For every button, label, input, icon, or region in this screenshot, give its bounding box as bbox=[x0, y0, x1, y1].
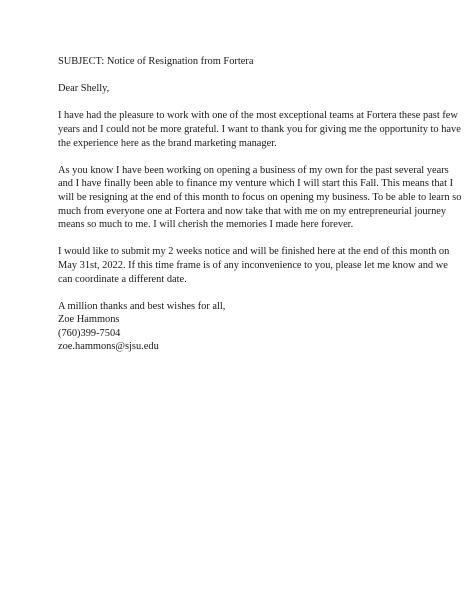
paragraph-line: May 31st, 2022. If this time frame is of any inconvenience to you, please let me know and we bbox=[58, 259, 448, 271]
salutation bbox=[58, 82, 428, 96]
paragraph-line: I have had the pleasure to work with one of the most exceptional teams at Fortera these past few bbox=[58, 110, 458, 122]
paragraph-line: can coordinate a different date. bbox=[58, 273, 187, 285]
paragraph-reason bbox=[58, 164, 462, 232]
closing-text: A million thanks and best wishes for all, bbox=[58, 300, 226, 312]
paragraph-gratitude bbox=[58, 109, 461, 150]
subject-text: SUBJECT: Notice of Resignation from Fortera bbox=[58, 56, 254, 67]
salutation-text: Dear Shelly, bbox=[58, 83, 110, 95]
signature-block bbox=[58, 300, 428, 354]
paragraph-line: As you know I have been working on opening a business of my own for the past several years bbox=[58, 164, 449, 176]
paragraph-line: I would like to submit my 2 weeks notice and will be finished here at the end of this month on bbox=[58, 246, 450, 258]
signature-phone: (760)399-7504 bbox=[58, 327, 121, 339]
signature-name: Zoe Hammons bbox=[58, 314, 120, 326]
paragraph-line: years and I could not be more grateful. I want to thank you for giving me the opportunity to have bbox=[58, 123, 461, 135]
paragraph-line: the experience here as the brand marketing manager. bbox=[58, 137, 277, 149]
paragraph-line: and I have finally been able to finance my venture which I will start this Fall. This means that I bbox=[58, 178, 454, 190]
resignation-letter bbox=[58, 55, 462, 368]
subject-line bbox=[58, 55, 428, 69]
paragraph-line: much from everyone one at Fortera and now take that with me on my entrepreneurial journey bbox=[58, 205, 447, 217]
paragraph-line: means so much to me. I will cherish the memories I made here forever. bbox=[58, 219, 354, 231]
signature-email: zoe.hammons@sjsu.edu bbox=[58, 341, 159, 353]
paragraph-notice bbox=[58, 245, 450, 286]
paragraph-line: will be resigning at the end of this month to focus on opening my business. To be able to learn so bbox=[58, 191, 462, 203]
